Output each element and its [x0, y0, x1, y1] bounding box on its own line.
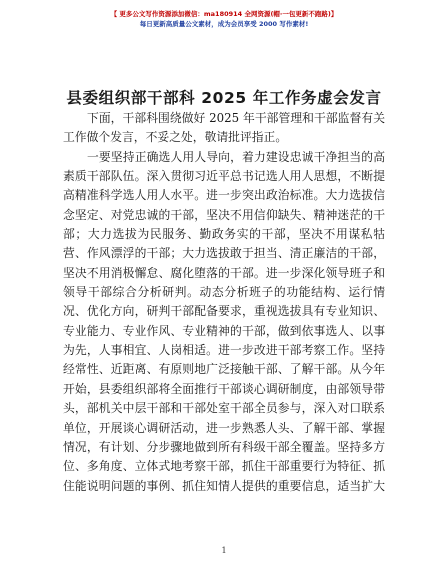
- text-line: 情况，有计划、分步骤地做到所有科级干部全覆盖。坚持多方: [63, 439, 385, 454]
- text-line: 素质干部队伍。深入贯彻习近平总书记选人用人思想，不断提: [63, 169, 385, 184]
- page-number: 1: [221, 546, 227, 555]
- banner-line-2: 每日更新高质量公文素材，成为会员享受 2000 写作素材!: [139, 20, 309, 28]
- text-line: 住能说明问题的事例、抓住知情人提供的重要信息，适当扩大: [63, 478, 385, 493]
- text-line: 况、优化方向，研判干部配备要求，重视选拔具有专业知识、: [63, 304, 385, 319]
- document-body: [63, 109, 385, 496]
- header-banner: [0, 9, 448, 29]
- text-line: 单位，开展谈心调研活动，进一步熟悉人头、了解干部、掌握: [63, 420, 385, 435]
- text-line: 头，部机关中层干部和干部处室干部全员参与，深入对口联系: [63, 401, 385, 416]
- text-line: 工作做个发言，不妥之处，敬请批评指正。: [63, 130, 288, 145]
- text-line: 下面，干部科围绕做好 2025 年干部管理和干部监督有关: [87, 111, 385, 125]
- text-line: 部；大力选拔为民服务、勤政务实的干部，坚决不用谋私牯: [63, 227, 385, 242]
- text-line: 专业能力、专业作风、专业精神的干部，做到依事选人、以事: [63, 323, 385, 338]
- text-line: 高精准科学选人用人水平。进一步突出政治标准。大力选拔信: [63, 188, 385, 203]
- document-title: 县委组织部干部科 2025 年工作务虚会发言: [66, 89, 382, 107]
- text-line: 念坚定、对党忠诚的干部，坚决不用信仰缺失、精神迷茫的干: [63, 207, 385, 222]
- text-line: 领导干部综合分析研判。动态分析班子的功能结构、运行情: [63, 285, 385, 300]
- text-line: 位、多角度、立体式地考察干部，抓住干部重要行为特征、抓: [63, 459, 385, 474]
- text-line: 开始，县委组织部将全面推行干部谈心调研制度，由部领导带: [63, 381, 385, 396]
- text-line: 一要坚持正确选人用人导向，着力建设忠诚干净担当的高: [87, 149, 385, 164]
- text-line: 坚决不用消极懈怠、腐化堕落的干部。进一步深化领导班子和: [63, 265, 385, 280]
- text-line: 营、作风漂浮的干部；大力选拔敢于担当、清正廉洁的干部，: [63, 246, 385, 261]
- text-line: 经常性、近距离、有原则地广泛接触干部、了解干部。从今年: [63, 362, 385, 377]
- text-line: 为先，人事相宜、人岗相适。进一步改进干部考察工作。坚持: [63, 343, 385, 358]
- banner-line-1: 【 更多公文写作资源添加微信：ma180914 全网资源(帽·一包更新不跑路)】: [110, 10, 338, 18]
